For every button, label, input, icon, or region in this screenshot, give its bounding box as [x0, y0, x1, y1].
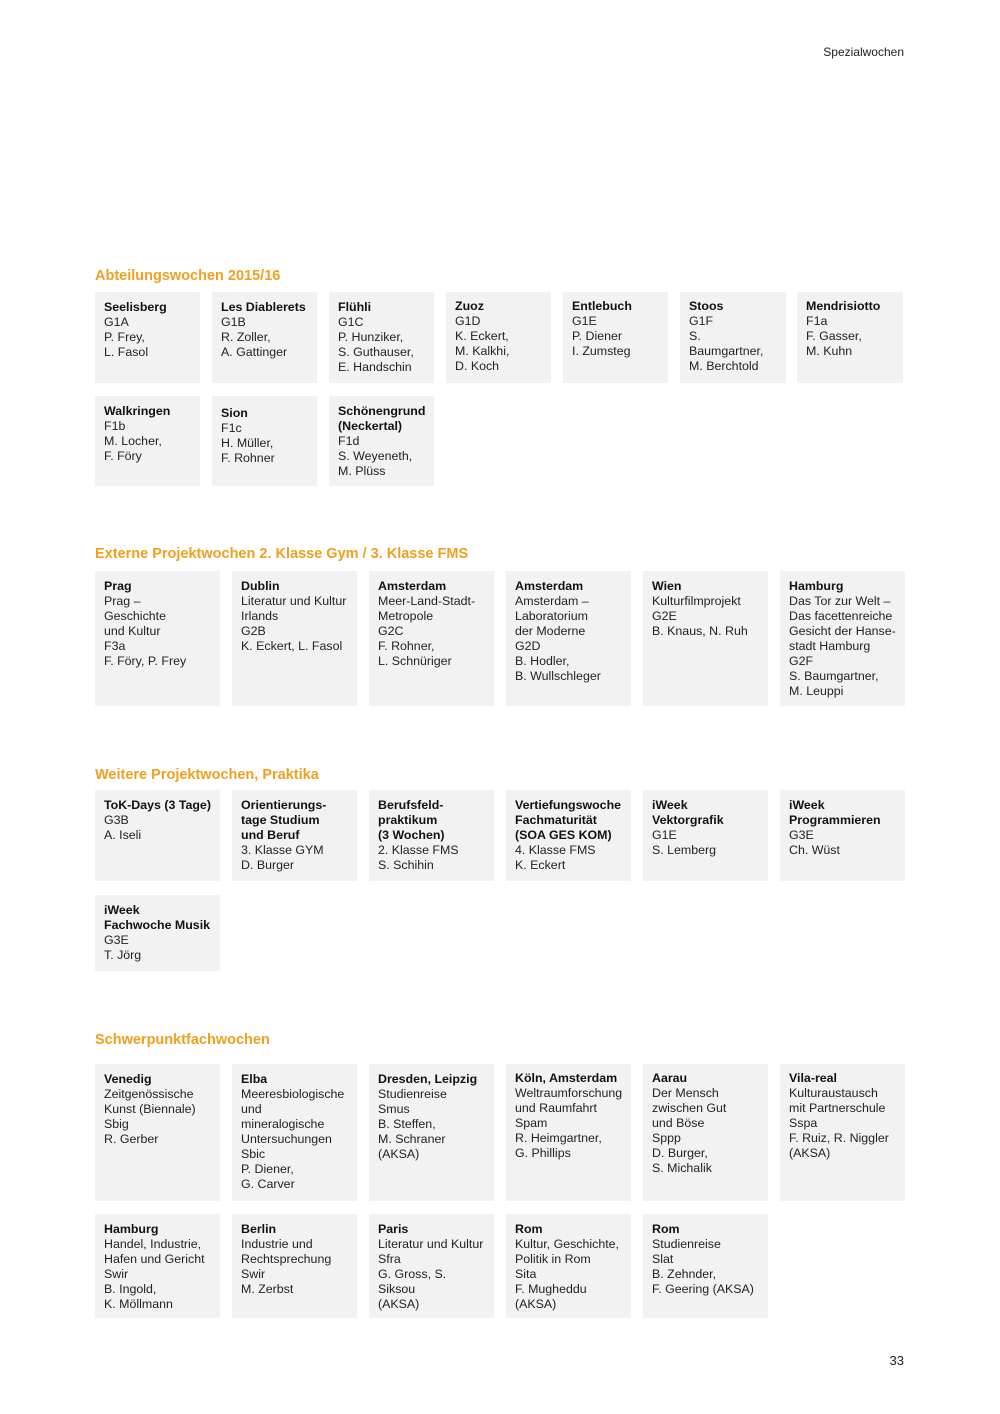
- card-line: G1E: [652, 828, 677, 842]
- card-line: Literatur und Kultur: [241, 594, 347, 608]
- card-line: F. Gasser,: [806, 329, 862, 343]
- card-line: Prag –: [104, 594, 141, 608]
- card-line: Geschichte: [104, 609, 166, 623]
- card-title: Dublin: [241, 579, 280, 593]
- card-title: Paris: [378, 1222, 409, 1236]
- card-hamburg-schwerpunkt: [95, 1214, 220, 1318]
- card-line: Meeresbiologische: [241, 1087, 345, 1101]
- card-title: Hamburg: [789, 579, 844, 593]
- card-line: Ch. Wüst: [789, 843, 840, 857]
- card-line: mit Partnerschule: [789, 1101, 886, 1115]
- card-line: Weltraumforschung: [515, 1086, 623, 1100]
- card-line: B. Knaus, N. Ruh: [652, 624, 748, 638]
- card-hamburg-extern: [780, 571, 905, 706]
- card-line: F. Mugheddu: [515, 1282, 587, 1296]
- card-line: B. Zehnder,: [652, 1267, 717, 1281]
- card-line: M. Locher,: [104, 434, 162, 448]
- card-line: P. Diener: [572, 329, 623, 343]
- card-line: und Böse: [652, 1116, 705, 1130]
- card-line: S. Lemberg: [652, 843, 717, 857]
- card-schoenengrund: [329, 396, 434, 486]
- section-title-weitere-projektwochen: Weitere Projektwochen, Praktika: [95, 767, 319, 783]
- card-line: G. Gross, S. Siksou: [378, 1267, 447, 1296]
- card-aarau: [643, 1064, 768, 1201]
- card-line: Slat: [652, 1252, 674, 1266]
- card-line: P. Diener,: [241, 1162, 294, 1176]
- card-line: Studienreise: [378, 1087, 447, 1101]
- card-line: A. Iseli: [104, 828, 142, 842]
- card-line: Meer-Land-Stadt-: [378, 594, 476, 608]
- card-line: Kulturfilmprojekt: [652, 594, 741, 608]
- card-title: Rom: [652, 1222, 680, 1236]
- card-line: Sita: [515, 1267, 537, 1281]
- section-title-schwerpunktfachwochen: Schwerpunktfachwochen: [95, 1032, 270, 1048]
- section-title-abteilungswochen: Abteilungswochen 2015/16: [95, 268, 281, 284]
- card-line: F. Rohner,: [378, 639, 435, 653]
- card-line: G1B: [221, 315, 246, 329]
- card-title: Prag: [104, 579, 132, 593]
- card-line: Kultur, Geschichte,: [515, 1237, 619, 1251]
- card-iweek-vektorgrafik: [643, 790, 768, 881]
- card-title: Stoos: [689, 299, 724, 313]
- card-line: Sfra: [378, 1252, 401, 1266]
- card-line: Sbic: [241, 1147, 266, 1161]
- card-line: F1c: [221, 421, 242, 435]
- card-walkringen: [95, 396, 200, 486]
- card-line: G3B: [104, 813, 129, 827]
- card-title: iWeek Fachwoche Musik: [104, 903, 211, 932]
- card-title: Venedig: [104, 1072, 152, 1086]
- card-title: iWeek Programmieren: [789, 798, 881, 827]
- card-orientierungstage: [232, 790, 357, 881]
- card-line: Kulturaustausch: [789, 1086, 878, 1100]
- card-title: Sion: [221, 406, 248, 420]
- card-line: Sppp: [652, 1131, 681, 1145]
- card-line: S. Baumgartner,: [789, 669, 879, 683]
- card-line: F. Föry: [104, 449, 142, 463]
- card-rom-studienreise: [643, 1214, 768, 1318]
- card-iweek-fachwoche-musik: [95, 895, 220, 971]
- page-number: 33: [889, 1353, 904, 1368]
- card-line: Literatur und Kultur: [378, 1237, 484, 1251]
- card-line: G. Phillips: [515, 1146, 571, 1160]
- card-line: B. Ingold,: [104, 1282, 157, 1296]
- card-les-diablerets: [212, 292, 317, 383]
- card-line: Politik in Rom: [515, 1252, 591, 1266]
- card-line: S. Guthauser,: [338, 345, 414, 359]
- card-line: K. Eckert, L. Fasol: [241, 639, 343, 653]
- card-line: Sbig: [104, 1117, 129, 1131]
- card-title: Schönengrund (Neckertal): [338, 404, 426, 433]
- card-line: Laboratorium: [515, 609, 589, 623]
- card-line: D. Burger,: [652, 1146, 708, 1160]
- card-title: Berlin: [241, 1222, 277, 1236]
- card-line: A. Gattinger: [221, 345, 288, 359]
- card-line: E. Handschin: [338, 360, 412, 374]
- card-vertiefungswoche: [506, 790, 631, 881]
- running-header: Spezialwochen: [823, 45, 904, 59]
- card-line: Swir: [104, 1267, 129, 1281]
- card-line: Smus: [378, 1102, 410, 1116]
- card-line: S. Baumgartner,: [689, 329, 764, 358]
- card-title: Dresden, Leipzig: [378, 1072, 478, 1086]
- card-line: B. Hodler,: [515, 654, 570, 668]
- card-title: Flühli: [338, 300, 372, 314]
- card-wien: [643, 571, 768, 706]
- card-line: M. Kalkhi,: [455, 344, 510, 358]
- card-dresden-leipzig: [369, 1064, 494, 1201]
- card-line: G3E: [789, 828, 814, 842]
- card-line: Kunst (Biennale): [104, 1102, 196, 1116]
- card-line: 2. Klasse FMS: [378, 843, 459, 857]
- card-line: G1A: [104, 315, 129, 329]
- card-line: (AKSA): [515, 1297, 557, 1311]
- card-line: G1F: [689, 314, 714, 328]
- card-line: Rechtsprechung: [241, 1252, 332, 1266]
- card-title: Berufsfeld- praktikum (3 Wochen): [378, 798, 445, 842]
- card-line: Der Mensch: [652, 1086, 719, 1100]
- card-line: G2F: [789, 654, 814, 668]
- card-line: Swir: [241, 1267, 266, 1281]
- card-line: S. Schihin: [378, 858, 434, 872]
- card-line: und Kultur: [104, 624, 161, 638]
- card-line: G2E: [652, 609, 677, 623]
- card-line: Amsterdam –: [515, 594, 589, 608]
- card-line: T. Jörg: [104, 948, 142, 962]
- card-line: G1D: [455, 314, 481, 328]
- card-line: S. Weyeneth,: [338, 449, 413, 463]
- card-line: R. Heimgartner,: [515, 1131, 602, 1145]
- card-amsterdam-2: [506, 571, 631, 706]
- card-line: M. Berchtold: [689, 359, 759, 373]
- card-title: ToK-Days (3 Tage): [104, 798, 211, 812]
- section-title-externe-projektwochen: Externe Projektwochen 2. Klasse Gym / 3. Klasse FMS: [95, 546, 469, 562]
- card-line: M. Kuhn: [806, 344, 853, 358]
- card-entlebuch: [563, 292, 668, 383]
- card-line: F1a: [806, 314, 828, 328]
- card-title: Rom: [515, 1222, 543, 1236]
- card-line: D. Burger: [241, 858, 295, 872]
- card-line: G2D: [515, 639, 541, 653]
- card-title: Amsterdam: [378, 579, 447, 593]
- card-vila-real: [780, 1064, 905, 1201]
- card-line: und Raumfahrt: [515, 1101, 597, 1115]
- card-title: Hamburg: [104, 1222, 159, 1236]
- card-title: Aarau: [652, 1071, 688, 1085]
- card-title: Mendrisiotto: [806, 299, 881, 313]
- card-title: Vila-real: [789, 1071, 837, 1085]
- card-line: Zeitgenössische: [104, 1087, 194, 1101]
- card-line: G2C: [378, 624, 404, 638]
- card-line: K. Eckert: [515, 858, 566, 872]
- card-line: M. Schraner: [378, 1132, 446, 1146]
- card-line: G1C: [338, 315, 364, 329]
- card-line: Irlands: [241, 609, 279, 623]
- card-line: K. Eckert,: [455, 329, 509, 343]
- card-title: Elba: [241, 1072, 268, 1086]
- card-line: L. Schnüriger: [378, 654, 452, 668]
- card-elba: [232, 1064, 357, 1201]
- card-line: Metropole: [378, 609, 434, 623]
- card-title: Les Diablerets: [221, 300, 306, 314]
- card-line: B. Steffen,: [378, 1117, 436, 1131]
- card-line: Studienreise: [652, 1237, 721, 1251]
- card-line: F. Rohner: [221, 451, 275, 465]
- card-paris: [369, 1214, 494, 1318]
- card-line: G1E: [572, 314, 597, 328]
- card-line: F. Föry, P. Frey: [104, 654, 187, 668]
- card-line: (AKSA): [378, 1297, 420, 1311]
- card-line: K. Möllmann: [104, 1297, 173, 1311]
- card-line: P. Frey,: [104, 330, 145, 344]
- card-line: 4. Klasse FMS: [515, 843, 596, 857]
- card-title: iWeek Vektorgrafik: [652, 798, 724, 827]
- card-line: G. Carver: [241, 1177, 295, 1191]
- card-line: Gesicht der Hanse-: [789, 624, 896, 638]
- card-line: Handel, Industrie,: [104, 1237, 202, 1251]
- card-title: Walkringen: [104, 404, 171, 418]
- card-line: Das facettenreiche: [789, 609, 893, 623]
- card-tok-days: [95, 790, 220, 881]
- card-seelisberg: [95, 292, 200, 383]
- card-iweek-programmieren: [780, 790, 905, 881]
- card-line: R. Gerber: [104, 1132, 159, 1146]
- card-line: G3E: [104, 933, 129, 947]
- card-line: zwischen Gut: [652, 1101, 727, 1115]
- card-line: (AKSA): [789, 1146, 831, 1160]
- card-amsterdam-1: [369, 571, 494, 706]
- card-title: Orientierungs- tage Studium und Beruf: [241, 798, 327, 842]
- card-line: F1b: [104, 419, 126, 433]
- card-title: Seelisberg: [104, 300, 167, 314]
- card-title: Wien: [652, 579, 682, 593]
- card-line: F. Geering (AKSA): [652, 1282, 754, 1296]
- card-mendrisiotto: [797, 292, 903, 383]
- card-line: stadt Hamburg: [789, 639, 871, 653]
- card-zuoz: [446, 292, 551, 383]
- card-stoos: [680, 292, 786, 383]
- card-title: Köln, Amsterdam: [515, 1071, 618, 1085]
- card-line: P. Hunziker,: [338, 330, 404, 344]
- card-berufsfeldpraktikum: [369, 790, 494, 881]
- card-title: Vertiefungswoche Fachmaturität (SOA GES KOM): [515, 798, 622, 842]
- card-line: (AKSA): [378, 1147, 420, 1161]
- card-line: F1d: [338, 434, 360, 448]
- card-line: F. Ruiz, R. Niggler: [789, 1131, 889, 1145]
- card-line: H. Müller,: [221, 436, 274, 450]
- card-rom-kultur: [506, 1214, 631, 1318]
- card-line: F3a: [104, 639, 126, 653]
- card-dublin: [232, 571, 357, 706]
- card-line: I. Zumsteg: [572, 344, 631, 358]
- card-line: D. Koch: [455, 359, 500, 373]
- card-line: B. Wullschleger: [515, 669, 601, 683]
- card-line: M. Plüss: [338, 464, 386, 478]
- card-berlin: [232, 1214, 357, 1318]
- card-line: Das Tor zur Welt –: [789, 594, 891, 608]
- card-line: S. Michalik: [652, 1161, 712, 1175]
- card-venedig: [95, 1064, 220, 1201]
- card-line: G2B: [241, 624, 266, 638]
- card-line: Untersuchungen: [241, 1132, 332, 1146]
- card-fluehli: [329, 292, 434, 383]
- card-line: Hafen und Gericht: [104, 1252, 205, 1266]
- card-prag: [95, 571, 220, 706]
- card-line: und mineralogische: [241, 1102, 325, 1131]
- card-line: Sspa: [789, 1116, 818, 1130]
- card-koeln-amsterdam: [506, 1064, 631, 1201]
- card-title: Zuoz: [455, 299, 484, 313]
- card-line: der Moderne: [515, 624, 586, 638]
- card-line: Industrie und: [241, 1237, 313, 1251]
- card-line: Spam: [515, 1116, 548, 1130]
- card-sion: [212, 396, 317, 486]
- card-line: M. Leuppi: [789, 684, 844, 698]
- card-line: M. Zerbst: [241, 1282, 294, 1296]
- card-line: 3. Klasse GYM: [241, 843, 324, 857]
- card-line: R. Zoller,: [221, 330, 271, 344]
- card-title: Entlebuch: [572, 299, 632, 313]
- card-title: Amsterdam: [515, 579, 584, 593]
- card-line: L. Fasol: [104, 345, 149, 359]
